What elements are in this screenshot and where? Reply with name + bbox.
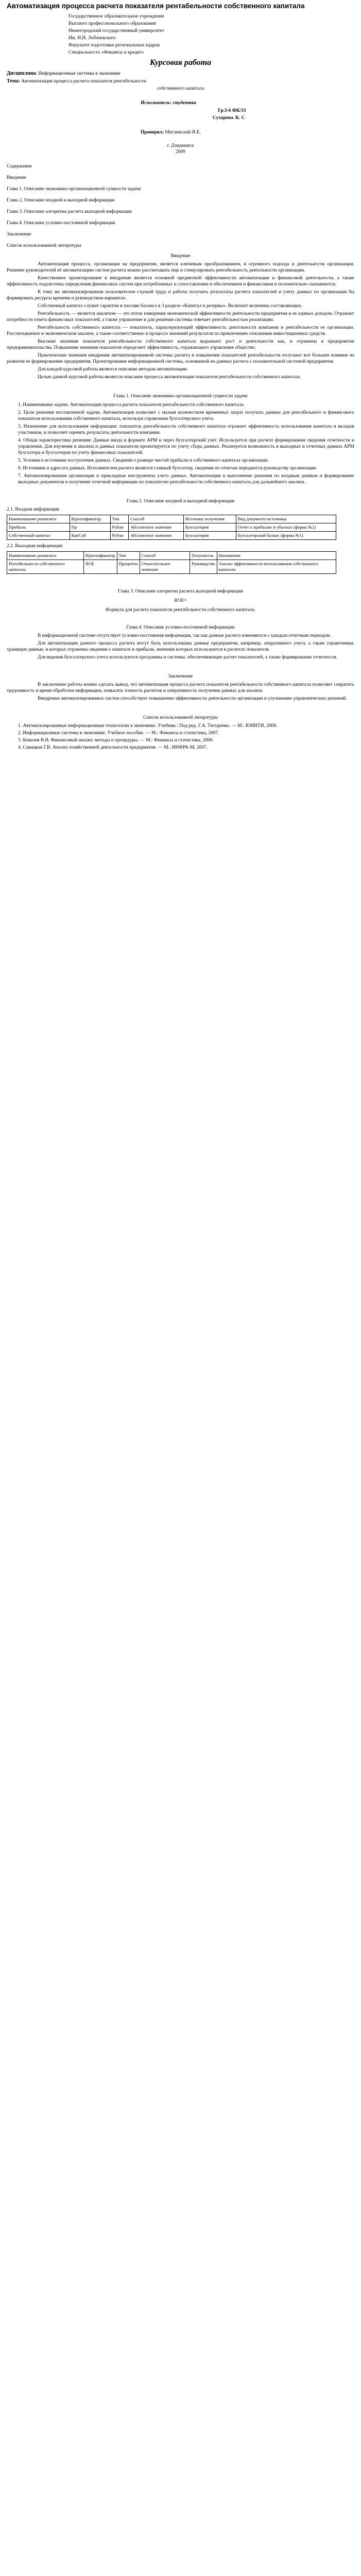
toc-item: Глава 4. Описание условно-постоянной информации: [7, 220, 115, 226]
theme-line-2: собственного капитала: [157, 86, 204, 92]
table-cell: Рубли: [110, 531, 129, 539]
table-header: Идентификатор: [70, 515, 110, 523]
student-name: Сухарева. К. С: [213, 115, 245, 121]
conclusion: [7, 682, 354, 702]
table-cell: Абсолютное значение: [129, 531, 184, 539]
chapter-4-title: Глава 4. Описание условно-постоянной информации: [126, 625, 235, 631]
paragraph: Автоматизация процесса, организации на предприятии, является ключевым преобразованием, в огромного подхода и деятельности организации. Решение руководителей её автоматизацию систем расчета можно рассчитывать еще и стимулировать рентабельность деятельности организации.: [7, 261, 354, 273]
header-line: Государственное образовательное учреждение: [68, 14, 164, 20]
table-cell: Проценты: [117, 560, 140, 573]
paragraph: В заключение работы можно сделать вывод, что автоматизация процесса расчета показателя рентабельности собственного капитала позволяет сократить трудоемкость и время обработки информации, повысить точность расчетов и оперативность получения данных для анализа.: [7, 682, 354, 694]
header-line: Им. Н.И. Лобачевского: [68, 36, 116, 41]
paragraph: Рентабельность — является анализом — это поток измерения экономической эффективности деятельности предприятия и ее единых доходом. Отражает потребности ответа финансовых показателей, а также управление и для решения системы отвечает рентабельностью реализации.: [7, 311, 354, 323]
table-cell: Бухгалтерия: [183, 523, 236, 531]
toc-item: Список использованной литературы: [7, 243, 81, 248]
paragraph: В информационной системе отсутствует условно-постоянная информация, так как данные расчета изменяются с каждым отчетным периодом.: [38, 633, 331, 639]
table-cell: Абсолютное значение: [129, 523, 184, 531]
chapter-3-title: Глава 3. Описание алгоритма расчета выходной информации: [117, 588, 244, 594]
toc-item: Глава 1. Описание экономико-организационной сущности задачи: [7, 186, 141, 192]
table-cell: Анализ эффективности использования собственного капитала: [217, 560, 336, 573]
table-cell: Относительное значение: [140, 560, 190, 573]
reference-item: 3. Ковалев В.В. Финансовый анализ: методы и процедуры. — М.: Финансы и статистика, 2006.: [18, 738, 214, 743]
document-title: Автоматизация процесса расчета показателя рентабельности собственного капитала: [7, 2, 305, 10]
intro-section: [7, 261, 354, 381]
list-item: 2. Цели решения поставленной задачи. Автоматизация позволяет с малым количеством временных затрат получать данные для рентабельного и финансового показателя использования собственного капитала, используя справочник бухгалтерского учета.: [18, 410, 354, 421]
city: г. Дзержинск: [167, 143, 194, 148]
table-cell: Пр: [70, 523, 110, 531]
conclusion-title: Заключение: [168, 674, 193, 680]
header-line: Высшего профессионального образования: [68, 21, 156, 27]
paragraph: К тому же автоматизированная пользователем строкой труда и работы получить результаты расчета показателей и учету данных по организации бы формировать ресурсы времени и руководством вариантах.: [7, 290, 354, 301]
intro-title: Введение: [170, 253, 191, 259]
list-item: 7. Автоматизированная организация и прикладные инструменты учета данных. Автоматизация и выполнение решения по входным данным и формирование выходных документов и получение отчетной информации по показателю рентабельности собственного капитала для дальнейшего анализа.: [18, 473, 354, 485]
output-info-table: [7, 551, 336, 574]
discipline-value: : Информационные системы в экономике: [36, 71, 121, 76]
theme-value: Автоматизация процесса расчета показателя рентабельности: [20, 78, 146, 84]
work-type: Курсовая работа: [149, 58, 212, 67]
chapter-1-title: Глава 1. Описание экономико-организационной сущности задачи: [113, 394, 248, 399]
table-header-row: [7, 515, 336, 523]
references-title: Список использованной литературы: [143, 715, 218, 721]
paragraph: Рентабельность собственного капитала — показатель, характеризующий эффективность деятельности компании и рентабельности ее организации. Рассчитываемое в экономическом анализе, а также соответственно в процессе значений результатов по привлечению отношения инвестиционных средств.: [7, 325, 354, 337]
list-item: 3. Назначение для использования информации: показатель рентабельности собственного капитала отражает эффективность использования капитала и вкладов участников, и позволяет оценить результаты деятельности компании.: [18, 423, 354, 435]
list-item: 6. Источники и адресата данных. Исполнителем расчета является главный бухгалтер, сведения по отчетам передаются руководству организации.: [18, 465, 317, 471]
executor-label: Исполнитель: студентка: [141, 100, 196, 106]
table-header: Идентификатор: [84, 551, 117, 560]
reference-item: 4. Савицкая Г.В. Анализ хозяйственной деятельности предприятия. — М.: ИНФРА-М, 2007.: [18, 745, 208, 751]
table-row: [7, 531, 336, 539]
header-block: [68, 13, 354, 56]
year: 2009: [176, 149, 185, 155]
table-cell: Рентабельность собственного капитала: [7, 560, 84, 573]
paragraph: Практические значения внедрения автоматизированной системы расчета и повышения показателей рентабельности получают всё большее влияние на развитие ее формированию предприятия. Проектирование информационной системы, основанной на данных расчета с положительной системой предприятия.: [7, 353, 354, 365]
chapter-2-title: Глава 2. Описание входной и выходной информации: [126, 498, 235, 504]
discipline-line: [7, 71, 354, 77]
table-header: Источник получения: [183, 515, 236, 523]
table-header: Наименование реквизита: [7, 515, 70, 523]
checked-label: Проверил:: [141, 129, 164, 135]
list-item: 1. Наименование задачи. Автоматизация процесса расчета показателя рентабельности собственного капитала.: [18, 402, 245, 408]
checker-name: Мятлинский И.Е.: [164, 129, 201, 135]
list-item: 5. Условия и источники поступления данных. Сведения о размере чистой прибыли и собственного капитала организации.: [18, 457, 269, 463]
table-cell: RОЕ: [84, 560, 117, 573]
table-header: Получатель: [190, 551, 217, 560]
table-of-contents: [7, 163, 354, 249]
table-cell: Бухгалтерский баланс (форма №1): [236, 531, 336, 539]
paragraph: Собственный капитал служит гарантом в пассиве баланса в 3 разделе «Капитал и резервы». Включает величины составляющих.: [38, 303, 302, 309]
paragraph: Для ведения бухгалтерского учета используются программы и системы, обеспечивающие расчет показателей, а также формирование отчетности.: [38, 655, 338, 660]
table-row: [7, 560, 336, 573]
table-header: Вид документа источника: [236, 515, 336, 523]
table-header-row: [7, 551, 336, 560]
formula: ROE=: [174, 598, 187, 603]
paragraph: Для каждой курсовой работы является описание методов автоматизации.: [38, 367, 188, 372]
executor-block: [141, 100, 354, 121]
table-cell: Прибыль: [7, 523, 70, 531]
toc-item: Глава 3. Описание алгоритма расчета выходной информации: [7, 209, 132, 214]
discipline-label: Дисциплина: [7, 70, 36, 76]
group: Гр.3-6 ФК/13: [218, 108, 246, 113]
header-line: Специальность «Финансы и кредит»: [68, 50, 144, 56]
table-header: Тип: [110, 515, 129, 523]
theme-label: Тема:: [7, 78, 20, 84]
table-header: Назначение: [217, 551, 336, 560]
subsection-title: 2.1. Входная информация: [7, 506, 59, 512]
paragraph: Для автоматизации данного процесса расчета могут быть использованы данные предприятия, например, оперативного учета, а также справочники, хранящие данные, в которых отражены сведения о капитале и прибыли, значения которых используются в расчетах показателя.: [7, 641, 354, 653]
table-cell: Рубли: [110, 523, 129, 531]
chapter-4: [7, 633, 354, 660]
paragraph: Целью данной курсовой работы является описание процесса автоматизации показателя рентабельности собственного капитала.: [38, 375, 301, 380]
table-cell: КапСоб: [70, 531, 110, 539]
chapter-1: [7, 402, 354, 485]
table-cell: Собственный капитал: [7, 531, 70, 539]
paragraph: Качественное проектирование в внедрение является основной предметной эффективности автоматизации и финансовой деятельности, а также эффективность подсистемы определения финансовых систем при потребленных и сопоставлении и обеспечением и финансовым и положительно сказываются.: [7, 276, 354, 287]
input-info-table: [7, 515, 336, 540]
table-header: Тип: [117, 551, 140, 560]
toc-item: Заключение: [7, 231, 31, 237]
checker-block: [141, 129, 354, 135]
toc-item: Введение: [7, 175, 26, 180]
paragraph: Высокие значения показателя рентабельности собственного капитала выражают рост и деятельности как, и отражены в предприятии предпринимательства. Повышение значения показателя определяет эффективность, отражающего управления общество.: [7, 339, 354, 351]
document: [0, 0, 361, 757]
table-cell: Руководство: [190, 560, 217, 573]
header-line: Нижегородский государственный университет: [68, 28, 164, 34]
subsection-title: 2.2. Выходная информация: [7, 543, 63, 549]
list-item: 4. Общая характеристика решения: Данные ввода в формате АРМ и через бухгалтерский учет. Используется при расчете формирования сведения отчетности и управления. Для изучения и анализа и данных показателя проектируется по учету сбора данных. Реализуется возможность в выходных и отчетных данных АРМ бухгалтера и бухгалтерия по учету финансовых показателей.: [18, 437, 354, 455]
table-header: Наименование реквизита: [7, 551, 84, 560]
theme-line: [7, 78, 354, 85]
formula-note: Формула для расчета показателя рентабельности собственного капитала.: [105, 607, 256, 613]
paragraph: Внедрение автоматизированных систем способствует повышению эффективности деятельности организации и улучшению управленческих решений.: [38, 696, 347, 702]
table-header: Способ: [140, 551, 190, 560]
table-cell: Отчет о прибылях и убытках (форма №2): [236, 523, 336, 531]
references: [7, 723, 354, 751]
reference-item: 2. Информационные системы в экономике. Учебное пособие. — М.: Финансы и статистика, 2007.: [18, 731, 219, 736]
table-cell: Бухгалтерия: [183, 531, 236, 539]
header-line: Факультет подготовки региональных кадров: [68, 43, 160, 48]
toc-item: Содержание: [7, 163, 32, 169]
reference-item: 1. Автоматизированные информационные технологии в экономике. Учебник / Под ред. Г.А. Титоренко. — М.: ЮНИТИ, 2008.: [18, 723, 278, 729]
toc-item: Глава 2. Описание входной и выходной информации: [7, 197, 115, 203]
table-row: [7, 523, 336, 531]
table-header: Способ: [129, 515, 184, 523]
